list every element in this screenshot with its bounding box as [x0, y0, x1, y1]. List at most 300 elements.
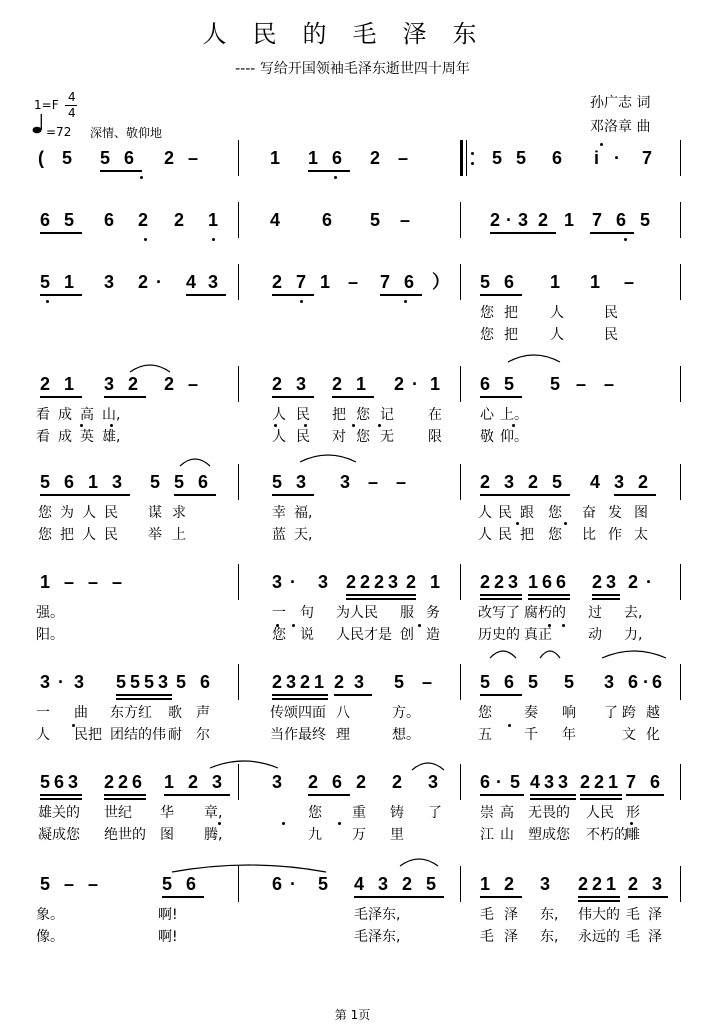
note: 3	[112, 472, 123, 492]
note: 7	[380, 272, 391, 292]
note: 2	[40, 374, 51, 394]
note: 3	[272, 572, 283, 592]
note: 2	[628, 874, 639, 894]
note: 5	[528, 672, 539, 692]
lyric-verse-1: 人	[550, 305, 564, 321]
note: 2	[370, 148, 381, 168]
lyric-verse-1: 毛	[480, 907, 494, 923]
note: 6	[332, 772, 343, 792]
note: 2	[334, 672, 345, 692]
lyric-verse-1: 八	[336, 705, 350, 721]
time-signature-top: 4	[68, 90, 76, 104]
lyric-verse-1: 腐朽的	[524, 605, 566, 621]
note: 5	[40, 272, 51, 292]
lyric-verse-1: 强。	[36, 605, 64, 621]
lyric-verse-1: 华	[160, 805, 174, 821]
lyric-verse-1: 了	[604, 705, 618, 721]
note: 3	[428, 772, 439, 792]
note: –	[64, 572, 75, 592]
note: 1	[308, 148, 319, 168]
lyric-verse-2: 仰。	[500, 429, 528, 445]
lyric-verse-1: 章,	[204, 805, 223, 821]
lyric-verse-1: 您	[480, 305, 494, 321]
note: 3	[318, 572, 329, 592]
lyric-verse-2: 东,	[540, 929, 559, 945]
note: 6	[504, 672, 515, 692]
note: 3	[296, 374, 307, 394]
lyric-verse-1: 奏	[524, 705, 538, 721]
lyric-verse-1: 越	[646, 705, 660, 721]
lyric-verse-1: 一	[36, 705, 50, 721]
lyric-verse-2: 动	[588, 627, 602, 643]
lyric-verse-1: 人	[82, 505, 96, 521]
lyric-verse-1: 民	[604, 305, 618, 321]
note: 5	[64, 210, 75, 230]
lyric-verse-1: 跨	[622, 705, 636, 721]
lyric-verse-2: 蓝	[272, 527, 286, 543]
lyric-verse-2: 里	[390, 827, 404, 843]
note: 2	[594, 772, 605, 792]
note: 2	[394, 374, 405, 394]
note: 1	[64, 374, 75, 394]
lyric-verse-1: 求	[172, 505, 186, 521]
key-signature: 1=F	[34, 98, 59, 112]
note: 5	[318, 874, 329, 894]
lyric-verse-1: 为	[60, 505, 74, 521]
note: 3	[508, 572, 519, 592]
note: 5	[40, 772, 51, 792]
note: 1	[564, 210, 575, 230]
note: 5	[62, 148, 73, 168]
lyric-verse-2: 您	[38, 527, 52, 543]
slur	[300, 455, 356, 462]
expression-mark: 深情、敬仰地	[90, 126, 163, 140]
lyric-verse-2: 毛	[626, 929, 640, 945]
lyric-verse-1: 民	[104, 505, 118, 521]
note: 2	[628, 572, 639, 592]
lyric-verse-1: 伟大的	[578, 907, 620, 923]
note: –	[188, 374, 199, 394]
note: 2	[272, 272, 283, 292]
note: 1	[480, 874, 491, 894]
lyric-verse-2: 像。	[36, 929, 64, 945]
note: 5	[516, 148, 527, 168]
note: –	[88, 874, 99, 894]
lyric-verse-2: 年	[562, 727, 576, 743]
note: 5	[40, 472, 51, 492]
note: 1	[590, 272, 601, 292]
page-footer: 第 1页	[334, 1008, 371, 1022]
note: ·	[506, 210, 512, 230]
note: 3	[296, 472, 307, 492]
lyric-verse-2: 民	[104, 527, 118, 543]
lyric-verse-1: 传颂四面	[270, 705, 326, 721]
lyric-verse-2: 永远的	[578, 929, 620, 945]
lyric-verse-1: 象。	[36, 907, 64, 923]
lyric-verse-2: 人	[82, 527, 96, 543]
lyric-verse-2: 民	[498, 527, 512, 543]
lyric-verse-2: 作	[608, 527, 622, 543]
lyric-verse-2: 绝世的	[104, 827, 146, 843]
lyric-verse-1: 东,	[540, 907, 559, 923]
slur	[130, 365, 170, 372]
lyric-verse-2: 毛	[480, 929, 494, 945]
lyric-verse-2: 把	[504, 327, 518, 343]
lyric-verse-2: 当作最终	[270, 727, 326, 743]
lyric-verse-1: 您	[478, 705, 492, 721]
lyric-verse-1: 您	[548, 505, 562, 521]
note: 2	[346, 572, 357, 592]
lyric-verse-2: 把	[60, 527, 74, 543]
note: 1	[314, 672, 325, 692]
note: 2	[164, 148, 175, 168]
lyric-verse-1: 东方红	[110, 705, 152, 721]
lyric-verse-2: 英	[80, 429, 94, 445]
note: 3	[354, 672, 365, 692]
note: 6	[650, 772, 661, 792]
lyric-verse-2: 民	[296, 429, 310, 445]
lyric-verse-1: 您	[308, 805, 322, 821]
slur	[172, 865, 326, 872]
note: 5	[116, 672, 127, 692]
lyric-verse-2: 创	[400, 627, 414, 643]
lyric-verse-1: 您	[356, 407, 370, 423]
song-subtitle: ---- 写给开国领袖毛泽东逝世四十周年	[235, 61, 470, 77]
lyric-verse-2: 化	[646, 727, 660, 743]
lyric-verse-1: 奋	[582, 505, 596, 521]
lyric-verse-2: 人	[478, 527, 492, 543]
lyric-verse-2: 想。	[392, 727, 420, 743]
note: ·	[643, 672, 649, 692]
note: 6	[272, 874, 283, 894]
note: 2	[300, 672, 311, 692]
note: 3	[518, 210, 529, 230]
note: ·	[58, 672, 64, 692]
lyric-verse-2: 千	[524, 727, 538, 743]
note: 6	[186, 874, 197, 894]
note: ·	[290, 874, 296, 894]
note: 2	[578, 874, 589, 894]
note: ·	[290, 572, 296, 592]
note: –	[400, 210, 411, 230]
note: 5	[426, 874, 437, 894]
note: 1	[430, 374, 441, 394]
note: 1	[270, 148, 281, 168]
lyric-verse-1: 福,	[294, 505, 313, 521]
note: 6	[628, 672, 639, 692]
lyric-verse-2: 九	[308, 827, 322, 843]
note: 5	[510, 772, 521, 792]
lyric-verse-2: 理	[336, 727, 350, 743]
note: 3	[614, 472, 625, 492]
note: 5	[130, 672, 141, 692]
note: –	[398, 148, 409, 168]
note: 2	[494, 572, 505, 592]
note: 5	[550, 374, 561, 394]
note: 2	[406, 572, 417, 592]
note: 7	[592, 210, 603, 230]
note: 1	[164, 772, 175, 792]
note: 2	[538, 210, 549, 230]
note: –	[112, 572, 123, 592]
lyric-verse-2: 泽	[648, 929, 662, 945]
lyric-verse-1: 无畏的	[528, 805, 570, 821]
lyric-verse-1: 山,	[102, 407, 121, 423]
lyric-verse-1: 歌	[168, 705, 182, 721]
note: 6	[54, 772, 65, 792]
lyric-verse-1: 句	[300, 605, 314, 621]
lyric-verse-1: 泽	[504, 907, 518, 923]
lyric-verse-1: 务	[426, 605, 440, 621]
note: 2	[128, 374, 139, 394]
note: 2	[592, 874, 603, 894]
note: 6	[198, 472, 209, 492]
note: 1	[320, 272, 331, 292]
note: 4	[186, 272, 197, 292]
note: –	[368, 472, 379, 492]
lyric-verse-2: 五	[478, 727, 492, 743]
note: 3	[606, 572, 617, 592]
note: 5	[552, 472, 563, 492]
lyric-verse-2: 真正	[524, 627, 552, 643]
note: 3	[208, 272, 219, 292]
lyric-verse-2: 雕	[626, 827, 640, 843]
note: 2	[308, 772, 319, 792]
note: 5	[640, 210, 651, 230]
note: 5	[40, 874, 51, 894]
composer-credit: 邓洛章 曲	[590, 119, 651, 135]
note: 3	[74, 672, 85, 692]
lyric-verse-1: 跟	[520, 505, 534, 521]
lyric-verse-1: 毛	[626, 907, 640, 923]
note: 3	[540, 874, 551, 894]
note: 2	[392, 772, 403, 792]
lyric-verse-1: 高	[500, 805, 514, 821]
note: 6	[124, 148, 135, 168]
lyric-verse-2: 毛泽东,	[354, 929, 401, 945]
slur	[602, 651, 666, 658]
note: 2	[138, 210, 149, 230]
lyric-verse-2: 上	[172, 527, 186, 543]
note: –	[88, 572, 99, 592]
lyric-verse-2: 泽	[504, 929, 518, 945]
note: 7	[642, 148, 653, 168]
lyric-verse-1: 雄关的	[38, 805, 80, 821]
note: 5	[174, 472, 185, 492]
note: 2	[174, 210, 185, 230]
lyric-verse-2: 您	[272, 627, 286, 643]
lyric-verse-1: 去,	[624, 605, 643, 621]
note: 2	[164, 374, 175, 394]
lyric-verse-1: 高	[80, 407, 94, 423]
lyric-verse-1: 幸	[272, 505, 286, 521]
note: 5	[504, 374, 515, 394]
lyric-verse-1: 形	[626, 805, 640, 821]
note: 5	[564, 672, 575, 692]
lyric-verse-1: 人	[272, 407, 286, 423]
lyric-verse-2: 图	[160, 827, 174, 843]
lyric-verse-2: 天,	[294, 527, 313, 543]
song-title: 人民的毛泽东	[202, 20, 503, 48]
note: 1	[608, 772, 619, 792]
lyric-verse-2: 成	[58, 429, 72, 445]
note: 5	[370, 210, 381, 230]
lyric-verse-2: 雄,	[102, 429, 121, 445]
note: 3	[158, 672, 169, 692]
lyric-verse-2: 人民才是	[336, 627, 392, 643]
note: 6	[104, 210, 115, 230]
note: 2	[272, 672, 283, 692]
lyric-verse-1: 响	[562, 705, 576, 721]
note: 2	[480, 572, 491, 592]
note: 6	[556, 572, 567, 592]
lyric-verse-2: 山	[500, 827, 514, 843]
lyric-verse-1: 铸	[390, 805, 404, 821]
note: 2	[504, 874, 515, 894]
lyric-verse-1: 曲	[74, 705, 88, 721]
note: 1	[88, 472, 99, 492]
lyric-verse-2: 比	[582, 527, 596, 543]
note: i	[594, 148, 600, 168]
note: 1	[64, 272, 75, 292]
note: 6	[322, 210, 333, 230]
lyric-verse-1: 过	[588, 605, 602, 621]
note: 2	[638, 472, 649, 492]
lyric-verse-1: 在	[428, 407, 442, 423]
note: ·	[496, 772, 502, 792]
lyric-verse-2: 对	[332, 429, 346, 445]
note: 2	[138, 272, 149, 292]
note: 5	[480, 672, 491, 692]
lyric-verse-1: 世纪	[104, 805, 132, 821]
lyric-verse-2: 塑成您	[528, 827, 570, 843]
note: 1	[528, 572, 539, 592]
note: 2	[580, 772, 591, 792]
lyric-verse-1: 民	[296, 407, 310, 423]
note: 6	[616, 210, 627, 230]
lyric-verse-1: 了	[428, 805, 442, 821]
note: 6	[404, 272, 415, 292]
lyric-verse-1: 把	[332, 407, 346, 423]
note: 3	[378, 874, 389, 894]
lyric-verse-2: 您	[356, 429, 370, 445]
lyric-verse-1: 毛泽东,	[354, 907, 401, 923]
lyric-verse-2: 人	[36, 727, 50, 743]
note: 6	[132, 772, 143, 792]
note: 3	[68, 772, 79, 792]
lyric-verse-1: 改写了	[478, 605, 520, 621]
note: 3	[212, 772, 223, 792]
lyric-verse-2: 文	[622, 727, 636, 743]
note: ·	[646, 572, 652, 592]
note: 5	[100, 148, 111, 168]
note: 3	[388, 572, 399, 592]
note: 2	[118, 772, 129, 792]
note: 2	[592, 572, 603, 592]
note: 3	[340, 472, 351, 492]
lyric-verse-2: 您	[480, 327, 494, 343]
note: 5	[176, 672, 187, 692]
slur	[180, 459, 210, 466]
slur	[540, 651, 560, 658]
note: 5	[492, 148, 503, 168]
lyric-verse-2: 民把	[74, 727, 102, 743]
note: 7	[626, 772, 637, 792]
note: 2	[360, 572, 371, 592]
note: 6	[480, 772, 491, 792]
note: 2	[272, 374, 283, 394]
note: –	[348, 272, 359, 292]
lyric-verse-1: 重	[352, 805, 366, 821]
time-signature-bottom: 4	[68, 106, 76, 120]
note: 6	[332, 148, 343, 168]
note: 1	[606, 874, 617, 894]
note: 2	[356, 772, 367, 792]
note: 5	[162, 874, 173, 894]
note: 2	[490, 210, 501, 230]
lyric-verse-2: 耐	[168, 727, 182, 743]
note: 3	[504, 472, 515, 492]
note: 6	[64, 472, 75, 492]
note: 3	[40, 672, 51, 692]
lyric-verse-2: 限	[428, 429, 442, 445]
lyric-verse-1: 上。	[500, 407, 528, 423]
lyric-verse-1: 为人民	[336, 605, 378, 621]
lyric-verse-2: 您	[548, 527, 562, 543]
note: ·	[412, 374, 418, 394]
lyric-verse-2: 太	[634, 527, 648, 543]
note: 1	[208, 210, 219, 230]
lyric-verse-2: 民	[604, 327, 618, 343]
note: 1	[430, 572, 441, 592]
lyric-verse-1: 图	[634, 505, 648, 521]
lyric-verse-2: 历史的	[478, 627, 520, 643]
lyric-verse-2: 尔	[196, 727, 210, 743]
lyric-verse-1: 记	[380, 407, 394, 423]
note: 6	[652, 672, 663, 692]
lyric-verse-1: 人民	[586, 805, 614, 821]
note: 4	[354, 874, 365, 894]
note: 4	[590, 472, 601, 492]
lyric-verse-2: 不朽的	[586, 827, 628, 843]
lyric-verse-2: 啊!	[158, 929, 178, 945]
note: 5	[480, 272, 491, 292]
lyric-verse-1: 崇	[480, 805, 494, 821]
lyric-verse-1: 声	[196, 705, 210, 721]
slur	[412, 763, 444, 770]
note: 3	[652, 874, 663, 894]
lyric-verse-2: 看	[36, 429, 50, 445]
lyric-verse-2: 人	[550, 327, 564, 343]
note: 4	[270, 210, 281, 230]
note: 6	[480, 374, 491, 394]
lyric-verse-1: 心	[480, 407, 494, 423]
note: –	[188, 148, 199, 168]
note: 6	[40, 210, 51, 230]
lyric-verse-2: 腾,	[204, 827, 223, 843]
lyric-verse-1: 看	[36, 407, 50, 423]
note: 2	[374, 572, 385, 592]
note: 2	[402, 874, 413, 894]
note: 6	[542, 572, 553, 592]
note: ·	[156, 272, 162, 292]
lyric-verse-2: 凝成您	[38, 827, 80, 843]
lyric-verse-1: 泽	[648, 907, 662, 923]
lyric-verse-2: 把	[520, 527, 534, 543]
lyric-verse-1: 人	[478, 505, 492, 521]
note: 4	[530, 772, 541, 792]
note: 6	[200, 672, 211, 692]
